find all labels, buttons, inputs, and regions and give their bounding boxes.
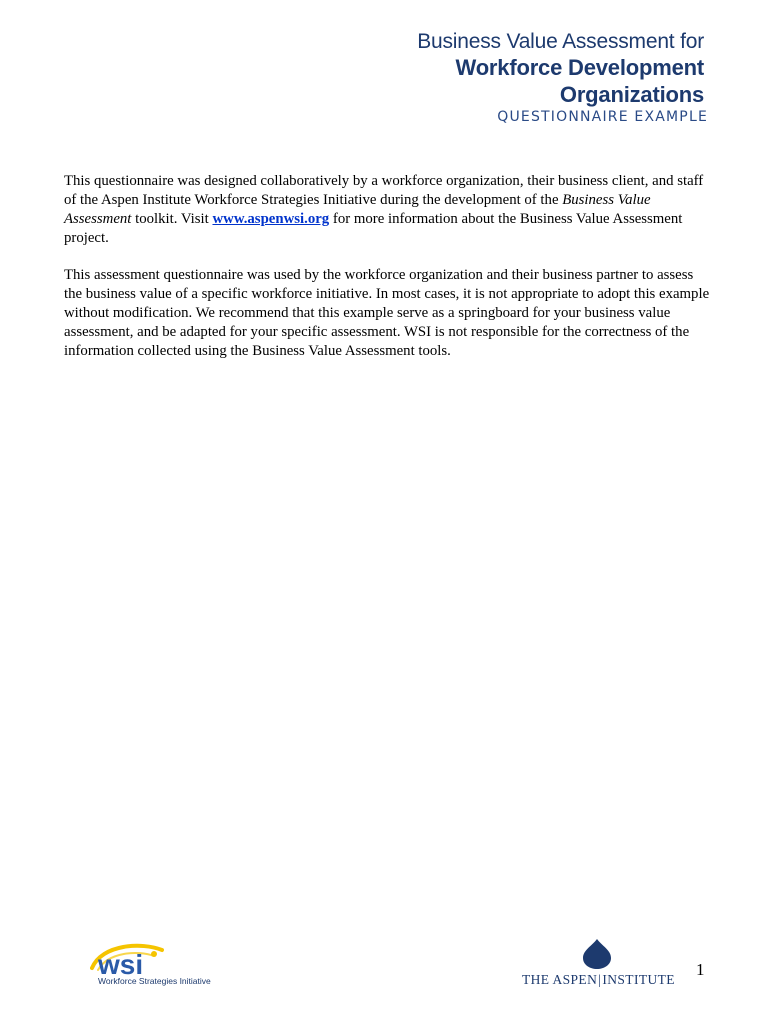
intro-text-part3: for more information about the Business Value Assessment project. [64, 211, 683, 246]
page-number: 1 [696, 960, 705, 979]
header-title-line3: Organizations [559, 82, 704, 107]
intro-paragraph [64, 172, 712, 248]
intro-text-part2: toolkit. Visit [131, 211, 213, 227]
wsi-logo [90, 940, 240, 988]
header-title-line1: Business Value Assessment for [417, 30, 704, 53]
toolkit-name-italic: Business Value Assessment [64, 192, 651, 227]
aspenwsi-link[interactable]: www.aspenwsi.org [212, 211, 330, 227]
wsi-logo-icon [90, 940, 170, 976]
document-header [417, 30, 708, 126]
document-body [64, 172, 712, 379]
aspen-wordmark-left: THE ASPEN [522, 972, 598, 987]
aspen-institute-logo [520, 938, 690, 992]
disclaimer-paragraph: This assessment questionnaire was used by the workforce organization and their business partner to assess the business value of a specific workforce initiative. In most cases, it is not appropriate to adopt this example without modification. We recommend that this example serve as a springboard for your business value assessment, and be adapted for your specific assessment. WSI is not responsible for the correctness of the information collected using the Business Value Assessment tools. [64, 267, 710, 359]
aspen-wordmark-separator: | [598, 972, 602, 987]
header-subtitle: QUESTIONNAIRE EXAMPLE [497, 109, 708, 125]
wsi-logo-text: wsi [98, 949, 144, 976]
aspen-wordmark [522, 972, 675, 988]
header-title-line2: Workforce Development [455, 55, 704, 80]
intro-text-part1: This questionnaire was designed collaboratively by a workforce organization, their business client, and staff of the Aspen Institute Workforce Strategies Initiative during the development of the [64, 173, 704, 208]
wsi-tagline: Workforce Strategies Initiative [98, 976, 211, 986]
aspen-wordmark-right: INSTITUTE [602, 972, 675, 987]
aspen-leaf-icon [582, 938, 612, 970]
